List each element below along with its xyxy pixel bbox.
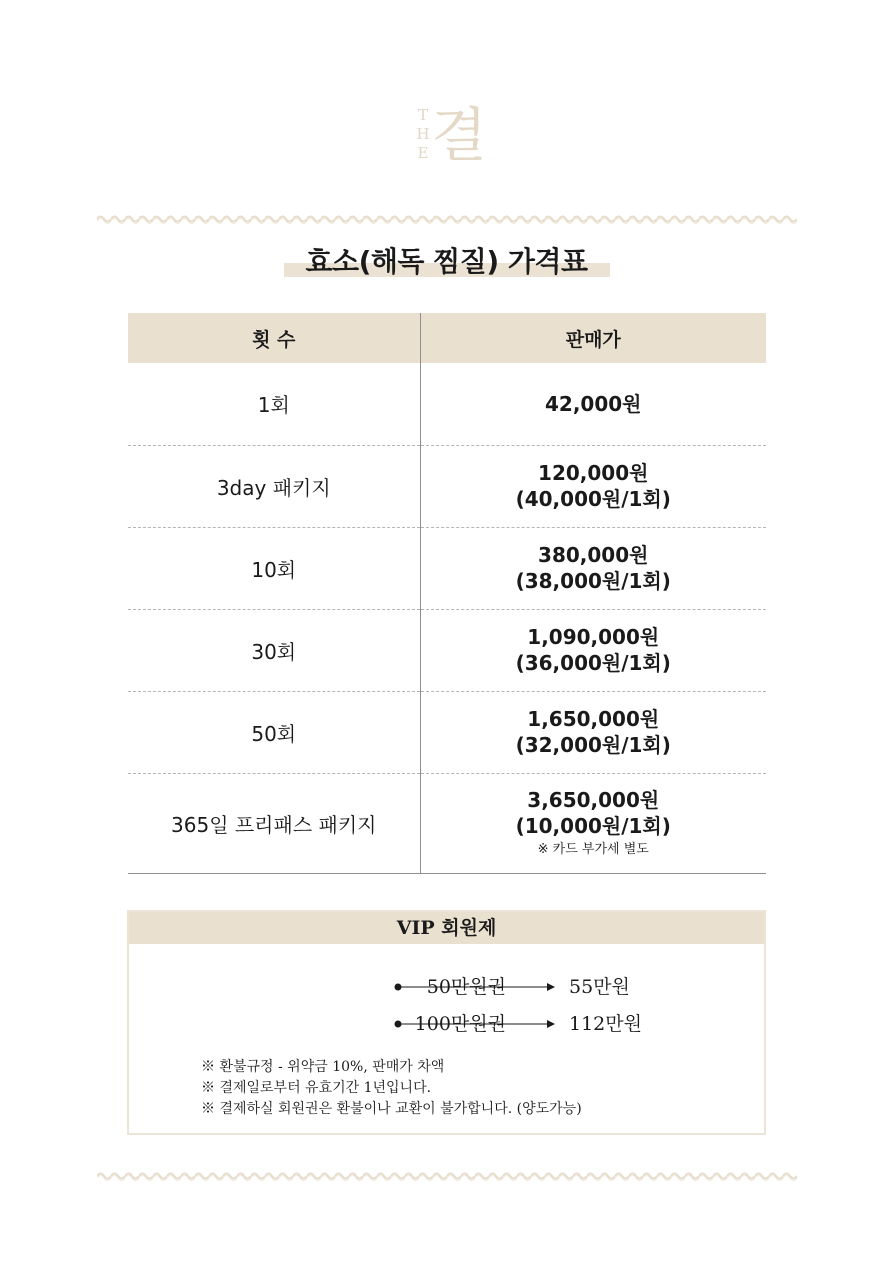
vip-value: 112만원: [569, 1013, 642, 1035]
table-row: [128, 609, 766, 691]
price-per-session: (40,000원/1회): [515, 487, 671, 511]
row-count: 30회: [128, 609, 420, 691]
vip-row: [129, 1011, 764, 1037]
row-count: 3day 패키지: [128, 445, 420, 527]
header-price: 판매가: [420, 313, 766, 363]
price-table: [128, 313, 766, 874]
refund-note: ※ 환불규정 - 위약금 10%, 판매가 차액: [201, 1059, 445, 1075]
price-total: 3,650,000원: [527, 788, 660, 812]
row-price: [420, 445, 766, 527]
row-price: [420, 691, 766, 773]
vip-row: [129, 974, 764, 1000]
ornamental-divider-top: [97, 213, 797, 225]
ornamental-divider-bottom: [97, 1170, 797, 1182]
price-total: 120,000원: [538, 461, 649, 485]
validity-note: ※ 결제일로부터 유효기간 1년입니다.: [201, 1080, 432, 1096]
price-per-session: (32,000원/1회): [515, 733, 671, 757]
vip-notes: [201, 1057, 582, 1120]
row-count: 10회: [128, 527, 420, 609]
table-row: [128, 691, 766, 773]
row-count: 1회: [128, 363, 420, 445]
price-total: 1,090,000원: [527, 625, 660, 649]
header-count: 횟 수: [128, 313, 420, 363]
vat-note: ※ 카드 부가세 별도: [537, 842, 649, 857]
brand-logo: [0, 100, 893, 180]
row-price: [420, 609, 766, 691]
page-title-wrap: [0, 240, 893, 280]
vip-voucher: 100만원권: [414, 1013, 506, 1035]
row-count: 50회: [128, 691, 420, 773]
row-price: [420, 363, 766, 445]
vip-membership-box: [127, 910, 766, 1135]
logo-hangul: 결: [431, 101, 488, 169]
arrow-right-icon: [393, 978, 557, 996]
logo-letter-h: H: [416, 125, 430, 143]
row-price: [420, 527, 766, 609]
exchange-note: ※ 결제하실 회원권은 환불이나 교환이 불가합니다. (양도가능): [201, 1101, 582, 1117]
price-total: 42,000원: [545, 391, 642, 416]
table-header-row: [128, 313, 766, 363]
logo-letter-t: T: [417, 106, 428, 124]
page-title: 효소(해독 찜질) 가격표: [305, 245, 588, 278]
table-row: [128, 445, 766, 527]
vip-voucher: 50만원권: [426, 976, 506, 998]
price-total: 1,650,000원: [527, 707, 660, 731]
row-count: 365일 프리패스 패키지: [128, 773, 420, 873]
price-total: 380,000원: [538, 543, 649, 567]
table-row: [128, 363, 766, 445]
price-per-session: (10,000원/1회): [515, 814, 671, 838]
price-per-session: (36,000원/1회): [515, 651, 671, 675]
logo-letter-e: E: [417, 144, 429, 162]
vip-value: 55만원: [569, 976, 630, 998]
arrow-right-icon: [393, 1015, 557, 1033]
row-price: [420, 773, 766, 873]
vip-title: VIP 회원제: [129, 912, 764, 944]
logo-latin: [415, 106, 431, 163]
price-per-session: (38,000원/1회): [515, 569, 671, 593]
table-row: [128, 773, 766, 873]
table-row: [128, 527, 766, 609]
